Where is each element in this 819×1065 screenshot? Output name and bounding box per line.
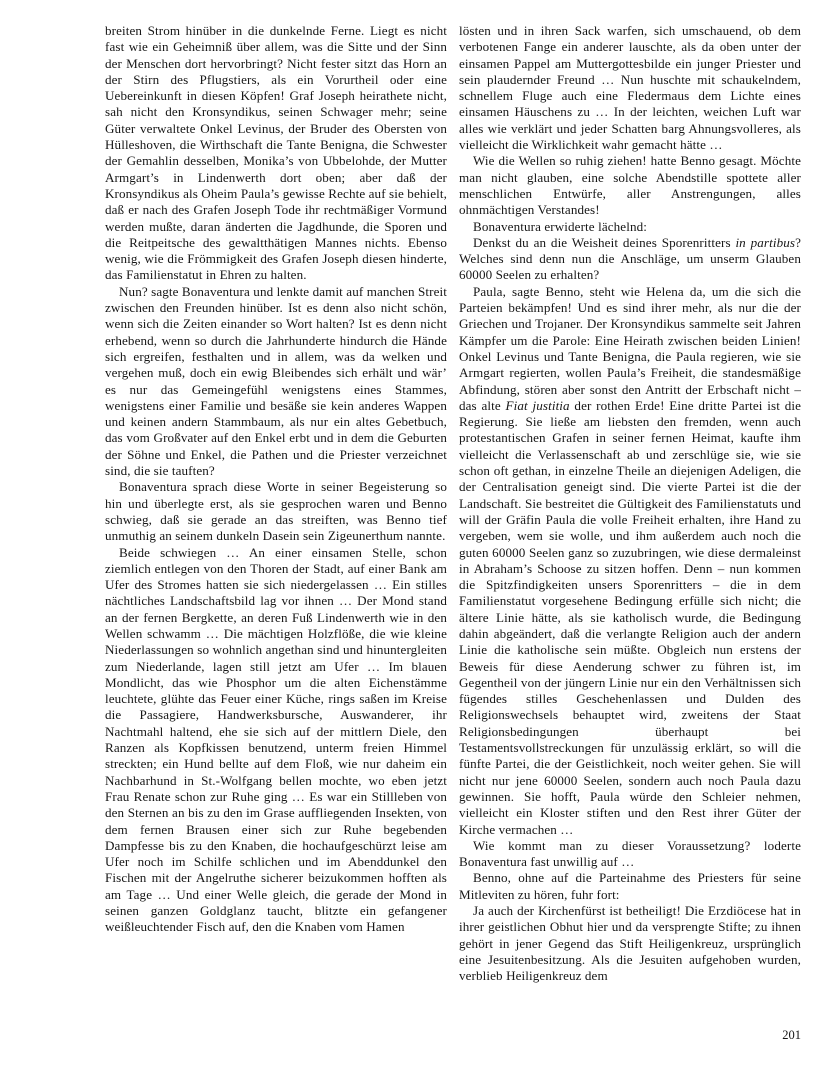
- text-run: Beide schwiegen … An einer einsamen Stelle, schon ziemlich entlegen von den Thoren der Stadt, auf einer Bank am Ufer des Stromes hatten sie sich niedergelassen … Ein stilles nächtliches Landschaftsbild lag vor ihnen … Der Mond stand an der fernen Bergkette, an deren Fuß Lindenwerth wie in den Wellen schwamm … Die mächtigen Holzflöße, die wie kleine Niederlassungen so wohnlich angethan sind und hinuntergleiten zum Niederlande, lagen still jetzt am Ufer … Im blauen Mondlicht, das wie Phosphor um die alten Eichenstämme leuchtete, glühte das Feuer einer Küche, rings saßen im Kreise die Passagiere, Handwerksbursche, Auswanderer, ihr Nachtmahl haltend, ehe sie sich auf der mittlern Diele, den Ranzen als Kopfkissen benutzend, unterm freien Himmel streckten; ein Hund bellte auf dem Floß, wie nur daheim ein Nachbarhund in St.-Wolfgang bellen mochte, wo eben jetzt Frau Renate schon zur Ruhe ging … Es war ein Stillleben von den Sternen an bis zu den im Grase auffliegenden Insekten, von dem fernen Brausen einer sich zur Ruhe begebenden Dampfesse bis zu den Knaben, die hochaufgeschürzt leise am Ufer noch im Schilfe schlichen und im Abenddunkel den Fischen mit der Angelruthe sicherer beizukommen hofften als am Tage … Und einer Welle gleich, die gerade der Mond in seinen ganzen Goldglanz taucht, blitzte ein gefangener weißleuchtender Fisch auf, den die Knaben vom Hamen: [105, 544, 447, 935]
- text-run: Ja auch der Kirchenfürst ist betheiligt! Die Erzdiöcese hat in ihrer geistlichen Obhut hier und da versprengte Stifte; zu ihnen gehört in jener Gegend das Stift Heiligenkreuz, ursprünglich eine Jesuitenbesitzung. Als die Jesuiten aufgehoben wurden, verblieb Heiligenkreuz dem: [459, 903, 801, 984]
- text-run: ? Welches sind denn nun die Anschläge, um unserm Glauben 60000 Seelen zu erhalten?: [459, 234, 801, 283]
- paragraph: [105, 23, 447, 284]
- italic-text-run: Fiat justitia: [505, 397, 570, 413]
- paragraph: [459, 870, 801, 903]
- text-run: Wie die Wellen so ruhig ziehen! hatte Benno gesagt. Möchte man nicht glauben, eine solche Abendstille spottete aller menschlichen Entwürfe, aller Anstrengungen, alles ohnmächtigen Verstandes!: [459, 153, 801, 218]
- text-run: lösten und in ihren Sack warfen, sich umschauend, ob dem verbotenen Fange ein anderer lauschte, als da oben unter der einsamen Pappel am Muttergottesbilde ein junger Priester und sein plaudernder Freund … Nun huschte mit schaukelndem, schnellem Fluge auch eine Fledermaus dem Lichte eines einsamen Häuschens zu … In der leichten, weichen Luft war alles wie verklärt und jeder Schatten barg Ahnungsvolleres, als vielleicht die Wirklichkeit wahr gemacht hätte …: [459, 23, 801, 153]
- text-run: Nun? sagte Bonaventura und lenkte damit auf manchen Streit zwischen den Freunden hinüber. Ist es denn also nicht schön, wenn sich die Zeiten einander so Wort halten? Ist es denn nicht erhebend, wenn so durch die Jahrhunderte hindurch die Hände sich ergreifen, festhalten und in allem, was da welken und vergehen muß, doch ein ewig Bleibendes sich erhält und wär’ es nur das Gemeingefühl wenigstens eines Stammes, wenigstens einer Familie und besäße sie kein anderes Wappen und keinen andern Stammbaum, als nur ein altes Gebetbuch, das vom Großvater auf den Enkel erbt und in dem die Geburten der Söhne und Enkel, die Pathen und die Priester verzeichnet sind, die sie tauften?: [105, 283, 447, 479]
- page-number: 201: [782, 1028, 801, 1042]
- text-run: Bonaventura sprach diese Worte in seiner Begeisterung so hin und überlegte erst, als sie gesprochen waren und Benno schwieg, daß sie gerade an das streiften, was Benno tief unmuthig an seinem dunkeln Dasein sein Zigeunerthum nannte.: [105, 479, 447, 544]
- text-run: breiten Strom hinüber in die dunkelnde Ferne. Liegt es nicht fast wie ein Geheimniß über allem, was die Sitte und der Sinn der Menschen dort hervorbringt? Nicht fester sitzt das Horn an der Stirn des Pflugstiers, als ein Vorurtheil oder eine Uebereinkunft in diesen Köpfen! Graf Joseph heirathete nicht, sah nicht den Kronsyndikus, seinen Schwager mehr; seine Güter verwaltete Onkel Levinus, der Bruder des Obersten von Hülleshoven, die Wirthschaft die Tante Benigna, die Schwester der Gemahlin desselben, Monika’s von Ubbelohde, der Mutter Armgart’s in Lindenwerth dort oben; aber daß der Kronsyndikus als Oheim Paula’s gewisse Rechte auf sie behielt, daß er nach des Grafen Joseph Tode ihr rechtmäßiger Vormund werden mußte, daran änderten die Jagdhunde, die Sporen und die Reitpeitsche des gewaltthätigen Mannes nichts. Ebenso wenig, wie die Frömmigkeit des Grafen Joseph diesen hinderte, das Familienstatut in Ehren zu halten.: [105, 23, 447, 283]
- paragraph: [459, 23, 801, 153]
- paragraph: [105, 284, 447, 480]
- paragraph: [459, 235, 801, 284]
- paragraph: [459, 219, 801, 235]
- paragraph: [105, 479, 447, 544]
- italic-text-run: in partibus: [735, 234, 796, 250]
- paragraph: [459, 284, 801, 838]
- paragraph: [459, 903, 801, 984]
- text-run: Bonaventura erwiderte lächelnd:: [473, 218, 647, 234]
- paragraph: [459, 153, 801, 218]
- text-run: Paula, sagte Benno, steht wie Helena da, um die sich die Parteien bekämpfen! Und es sind ihrer mehr, als nur die der Griechen und Trojaner. Der Kronsyndikus sammelte seit Jahren Kämpfer um die Parole: Eine Heirath zwischen beiden Linien! Onkel Levinus und Tante Benigna, die Paula regieren, wie sie Armgart regierten, wollen Paula’s Freiheit, die standesmäßige Abfindung, stören aber sonst den Antritt der Erbschaft nicht – das alte: [459, 283, 801, 413]
- text-run: Benno, ohne auf die Parteinahme des Priesters für seine Mitleviten zu hören, fuhr fort:: [459, 870, 801, 902]
- text-run: der rothen Erde! Eine dritte Partei ist die Regierung. Sie ließe am liebsten den fremden, wenn auch protestantischen Grafen in seiner fernen Heimat, kaufte ihm vielleicht die Verlassenschaft ab und zerschlüge sie, wie sie schon oft gethan, in einzelne Theile an diejenigen Adeligen, die der Centralisation geneigt sind. Die vierte Partei ist die der Landschaft. Sie bestreitet die Gültigkeit des Familienstatuts und will der Gräfin Paula die volle Freiheit erhalten, ihre Hand zu vergeben, wem sie wolle, und ihm außerdem auch noch die guten 60000 Seelen ganz so zuzubringen, wie diese dermaleinst in Abraham’s Schoose zu sitzen hoffen. Denn – nun kommen die Spitzfindigkeiten unsers Sporenritters – die in dem Familienstatut vorgesehene Bedingung erfülle sich nicht; die ältere Linie hätte, als sie katholisch wurde, die Bedingung dahin abgeändert, daß die verlangte Religion auch der andern Linie die katholische sein müßte. Obgleich nun erstens der Beweis für diese Aenderung schwer zu führen ist, im Gegentheil von der jüngern Linie nur ein den Verhältnissen sich fügendes stilles Geschehenlassen und Dulden des Religionswechsels behauptet wird, zweitens der Staat Religionsbedingungen überhaupt bei Testamentsvollstreckungen für unzulässig erklärt, so will die fünfte Partei, die der Geistlichkeit, noch weiter gehen. Sie will nicht nur jene 60000 Seelen, sondern auch noch Paula dazu gewinnen. Sie hofft, Paula würde den Schleier nehmen, vielleicht ein Kloster stiften und den Rest ihrer Güter der Kirche vermachen …: [459, 397, 801, 837]
- text-column-left: [105, 23, 447, 1025]
- text-column-right: [459, 23, 801, 1025]
- text-run: Wie kommt man zu dieser Voraussetzung? loderte Bonaventura fast unwillig auf …: [459, 837, 801, 870]
- paragraph: [459, 838, 801, 871]
- text-run: Denkst du an die Weisheit deines Sporenritters: [473, 234, 736, 250]
- paragraph: [105, 545, 447, 936]
